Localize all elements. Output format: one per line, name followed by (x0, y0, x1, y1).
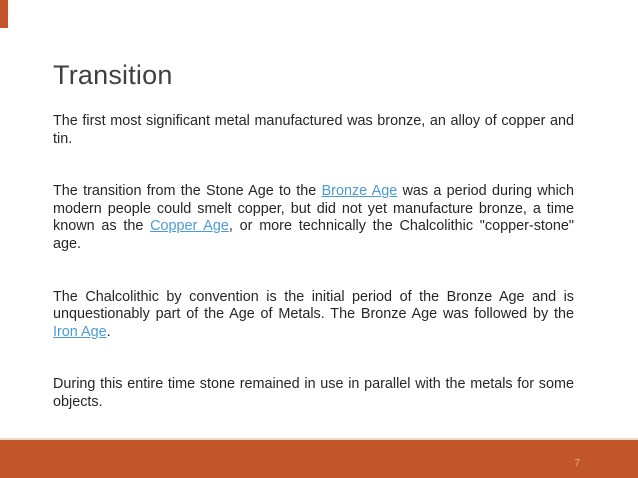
paragraph-text: , or more technically the Chalcolithic "copper-stone" age. (53, 218, 575, 252)
paragraph-chalcolithic (53, 289, 574, 342)
page-number: 7 (574, 458, 580, 469)
footer-bar (0, 440, 638, 478)
left-accent-bar (0, 0, 8, 28)
paragraph-stone-use: During this entire time stone remained in use in parallel with the metals for some objects. (53, 376, 574, 410)
paragraph-spacer (53, 341, 574, 376)
paragraph-text: The transition from the Stone Age to the (53, 183, 322, 200)
paragraph-transition (53, 183, 574, 253)
slide-title: Transition (53, 60, 173, 90)
paragraph-spacer (53, 148, 574, 183)
paragraph-text: was a period during which modern people could smelt copper, but did not yet manufacture bronze, a time known as the (53, 183, 575, 235)
paragraph-bronze-alloy: The first most significant metal manufactured was bronze, an alloy of copper and tin. (53, 113, 574, 147)
copper-age-link[interactable]: Copper Age (150, 218, 229, 235)
paragraph-text: . (106, 323, 111, 340)
iron-age-link[interactable]: Iron Age (53, 323, 107, 340)
paragraph-spacer (53, 254, 574, 289)
slide-body (53, 113, 574, 412)
bronze-age-link[interactable]: Bronze Age (321, 183, 398, 200)
paragraph-text: The Chalcolithic by convention is the initial period of the Bronze Age and is unquestionably part of the Age of Metals. The Bronze Age was followed by the (53, 288, 574, 323)
